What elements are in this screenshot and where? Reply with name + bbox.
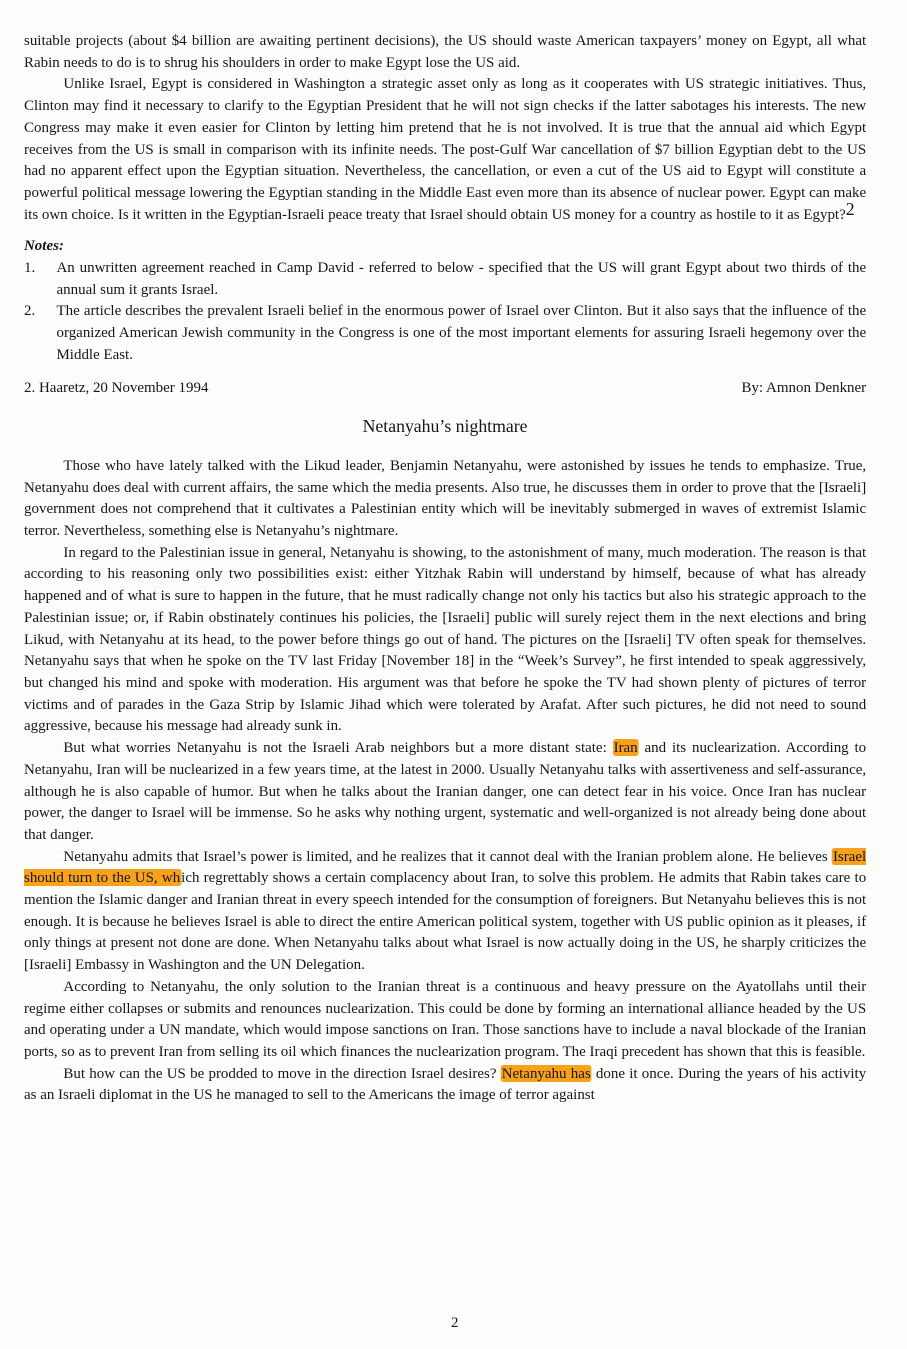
notes-list bbox=[24, 257, 866, 366]
paragraph-text: done it once. During the years of his activity as an Israeli diplomat in the US he managed to sell to the Americans the image of terror against bbox=[24, 1064, 867, 1104]
paragraph-text: ich regrettably shows a certain complacency about Iran, to solve this problem. He admits that Rabin takes care to mention the Islamic danger and Iranian threat in every speech intended for the consumption of foreigners. But Netanyahu believes this is not enough. It is because he believes Israel is able to direct the entire American political system, together with US public opinion as it pleases, if only things at present not done are done. When Netanyahu talks about what Israel is now actually doing in the US, he sharply criticizes the [Israeli] Embassy in Washington and the UN Delegation. bbox=[24, 869, 867, 974]
source-line bbox=[24, 377, 866, 399]
article-title: Netanyahu’s nightmare bbox=[362, 416, 528, 437]
paragraph-text: Netanyahu admits that Israel’s power is limited, and he realizes that it cannot deal with the Iranian problem alone. He believes bbox=[63, 847, 832, 865]
note-number: 1. bbox=[24, 259, 36, 277]
footnote-marker: 2 bbox=[845, 198, 855, 219]
continuation-paragraph bbox=[24, 73, 866, 225]
article-paragraph: In regard to the Palestinian issue in general, Netanyahu is showing, to the astonishment of many, much moderation. The reason is that according to his reasoning only two possibilities exist: either Yitzhak Rabin will understand by himself, because of what has already happened and of what is sure to happen in the future, that he must radically change not only his tactics but also his strategic approach to the Palestinian issue; or, if Rabin obstinately continues his policies, the [Israeli] public will surely reject them in the next elections and bring Likud, with Netanyahu at its head, to the power before things go out of hand. The pictures on the [Israeli] TV often speak for themselves. Netanyahu says that when he spoke on the TV last Friday [November 18] in the “Week’s Survey”, he first intended to speak aggressively, but changed his mind and spoke with moderation. His argument was that before he spoke the TV had shown plenty of pictures of terror victims and of parades in the Gaza Strip by Islamic Jihad which were tolerated by Arafat. After such pictures, he did not need to sound aggressive, because his message had already sunk in. bbox=[24, 543, 867, 735]
continuation-paragraph: suitable projects (about $4 billion are awaiting pertinent decisions), the US should waste American taxpayers’ money on Egypt, all what Rabin needs to do is to shrug his shoulders in order to make Egypt lose the US aid. bbox=[24, 32, 867, 71]
article-paragraph bbox=[24, 846, 866, 976]
note-item bbox=[24, 300, 866, 365]
page-number: 2 bbox=[451, 1315, 459, 1331]
article-paragraph bbox=[24, 737, 866, 846]
paragraph-text: But what worries Netanyahu is not the Israeli Arab neighbors but a more distant state: bbox=[63, 739, 613, 757]
notes-title: Notes: bbox=[24, 237, 64, 255]
article-paragraph bbox=[24, 1063, 866, 1106]
article-paragraph: According to Netanyahu, the only solution to the Iranian threat is a continuous and heavy pressure on the Ayatollahs until their regime either collapses or submits and renounces nuclearization. This could be done by forming an international alliance headed by the US and operating under a UN mandate, which would impose sanctions on Iran. Those sanctions have to include a naval blockade of the Iranian ports, so as to prevent Iran from selling its oil which finances the nuclearization program. The Iraqi precedent has shown that this is feasible. bbox=[24, 977, 867, 1060]
article-paragraph: Those who have lately talked with the Likud leader, Benjamin Netanyahu, were astonished by issues he tends to emphasize. True, Netanyahu does deal with current affairs, the same which the media presents. Also true, he discusses them in order to prove that the [Israeli] government does not comprehend that it cultivates a Palestinian entity which will be inevitably submerged in waves of extremist Islamic terror. Nevertheless, something else is Netanyahu’s nightmare. bbox=[24, 456, 867, 540]
paragraph-text: Unlike Israel, Egypt is considered in Washington a strategic asset only as long as it cooperates with US strategic initiatives. Thus, Clinton may find it necessary to clarify to the Egyptian President that he will not sign checks if the latter sabotages his interests. The new Congress may make it even easier for Clinton by letting him pretend that he is not involved. It is true that the annual aid which Egypt receives from the US is small in comparison with its infinite needs. The post-Gulf War cancellation of $7 billion Egyptian debt to the US had no apparent effect upon the Egyptian situation. Nevertheless, the cancellation, or even a cut of the US aid to Egypt will constitute a powerful political message lowering the Egyptian standing in the Middle East even more than its absence of nuclear power. Egypt can make its own choice. Is it written in the Egyptian-Israeli peace treaty that Israel should obtain US money for a country as hostile to it as Egypt? bbox=[24, 75, 867, 223]
note-number: 2. bbox=[24, 302, 36, 320]
byline: By: Amnon Denkner bbox=[741, 378, 867, 396]
highlighted-text: Iran bbox=[613, 739, 638, 757]
document-page bbox=[24, 30, 866, 1106]
paragraph-text: and its nuclearization. According to Netanyahu, Iran will be nuclearized in a few years time, at the latest in 2000. Usually Netanyahu talks with assertiveness and self-assurance, although he is also capable of humor. But when he talks about the Iranian danger, one can detect fear in his voice. Once Iran has nuclear power, the danger to Israel will be immense. So he asks why nothing urgent, systematic and well-organized is not already being done about that danger. bbox=[24, 739, 867, 843]
paragraph-text: But how can the US be prodded to move in the direction Israel desires? bbox=[63, 1064, 501, 1082]
highlighted-text: Israel should turn to the US, wh bbox=[24, 847, 867, 887]
source-citation: 2. Haaretz, 20 November 1994 bbox=[24, 378, 209, 396]
highlighted-text: Netanyahu has bbox=[501, 1064, 591, 1082]
note-item bbox=[24, 257, 866, 300]
note-text: An unwritten agreement reached in Camp David - referred to below - specified that the US will grant Egypt about two thirds of the annual sum it grants Israel. bbox=[56, 259, 867, 298]
note-text: The article describes the prevalent Israeli belief in the enormous power of Israel over Clinton. But it also says that the influence of the organized American Jewish community in the Congress is one of the most important elements for assuring Israeli hegemony over the Middle East. bbox=[56, 302, 867, 363]
